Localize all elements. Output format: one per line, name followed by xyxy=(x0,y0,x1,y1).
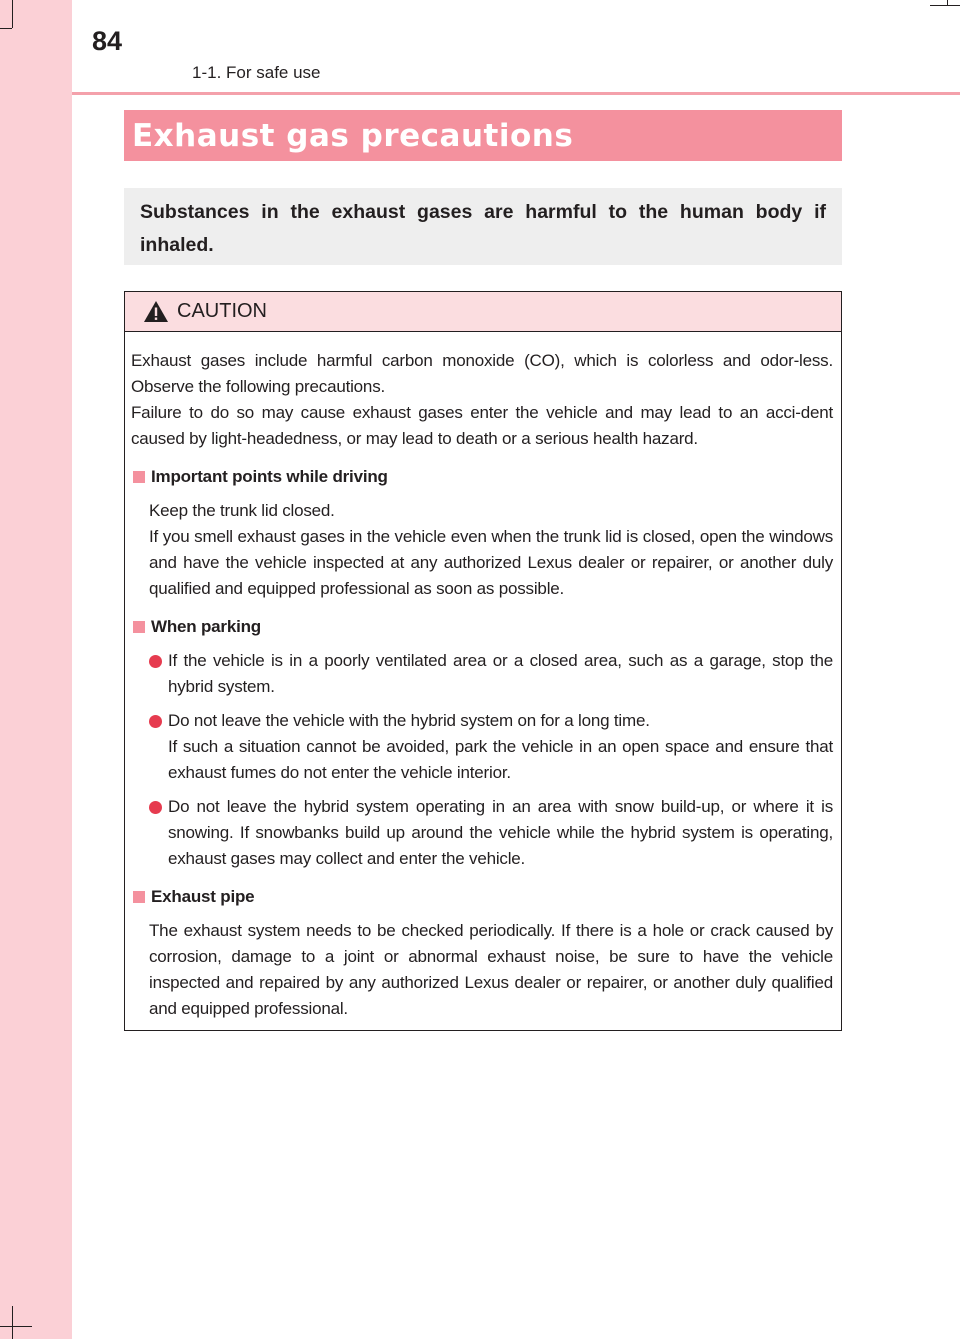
heading-parking-label: When parking xyxy=(151,617,261,636)
crop-mark-top-left-h xyxy=(0,28,12,29)
heading-exhaust-pipe xyxy=(131,884,833,910)
crop-mark-bottom-left xyxy=(12,1306,13,1339)
exhaust-pipe-text: The exhaust system needs to be checked periodically. If there is a hole or crack caused by corrosion, damage to a joint or abnormal exhaust noise, be sure to have the vehicle inspected and repaired by any authorized Lexus dealer or repairer, or another duly qualified and equipped professional. xyxy=(149,921,833,1018)
heading-exhaust-pipe-label: Exhaust pipe xyxy=(151,887,255,906)
heading-parking xyxy=(131,614,833,640)
parking-bullet-2-line1: Do not leave the vehicle with the hybrid system on for a long time. xyxy=(168,711,650,730)
side-color-band xyxy=(0,0,72,1339)
header-rule xyxy=(72,92,960,95)
list-item xyxy=(131,648,833,700)
square-bullet-icon xyxy=(133,891,145,903)
caution-header xyxy=(125,292,841,332)
caution-label: CAUTION xyxy=(177,300,267,322)
caution-intro-1: Exhaust gases include harmful carbon monoxide (CO), which is colorless and odor-less. Observe the following precautions. xyxy=(131,351,833,396)
parking-bullet-2 xyxy=(168,708,833,786)
intro-summary: Substances in the exhaust gases are harmful to the human body if inhaled. xyxy=(124,188,842,265)
bullet-dot-icon xyxy=(149,655,162,668)
page-title: Exhaust gas precautions xyxy=(132,117,574,154)
heading-driving xyxy=(131,464,833,490)
crop-mark-top-left xyxy=(12,0,13,28)
section-label: 1-1. For safe use xyxy=(192,63,321,82)
crop-mark-top-right-h xyxy=(930,5,960,6)
list-item xyxy=(131,708,833,786)
title-bar xyxy=(124,110,842,161)
square-bullet-icon xyxy=(133,621,145,633)
driving-text-1: Keep the trunk lid closed. xyxy=(149,501,335,520)
square-bullet-icon xyxy=(133,471,145,483)
parking-bullet-3: Do not leave the hybrid system operating in an area with snow build-up, or where it is snowing. If snowbanks build up around the vehicle while the hybrid system is operating, exhaust gases may collect and enter the vehicle. xyxy=(168,797,833,868)
caution-intro-2: Failure to do so may cause exhaust gases enter the vehicle and may lead to an acci-dent caused by light-headedness, or may lead to death or a serious health hazard. xyxy=(131,403,833,448)
parking-bullet-2-line2: If such a situation cannot be avoided, park the vehicle in an open space and ensure that exhaust fumes do not enter the vehicle interior. xyxy=(168,737,833,782)
list-item xyxy=(131,794,833,872)
crop-mark-bottom-left-h xyxy=(0,1326,32,1327)
bullet-dot-icon xyxy=(149,715,162,728)
driving-text-2: If you smell exhaust gases in the vehicle even when the trunk lid is closed, open the windows and have the vehicle inspected at any authorized Lexus dealer or repairer, or another duly qualified and equipped professional as soon as possible. xyxy=(149,527,833,598)
page-number: 84 xyxy=(92,26,123,56)
warning-triangle-icon xyxy=(143,300,169,323)
heading-driving-label: Important points while driving xyxy=(151,467,388,486)
bullet-dot-icon xyxy=(149,801,162,814)
parking-bullet-1: If the vehicle is in a poorly ventilated area or a closed area, such as a garage, stop the hybrid system. xyxy=(168,651,833,696)
caution-box xyxy=(124,291,842,1031)
caution-body xyxy=(125,332,841,1022)
